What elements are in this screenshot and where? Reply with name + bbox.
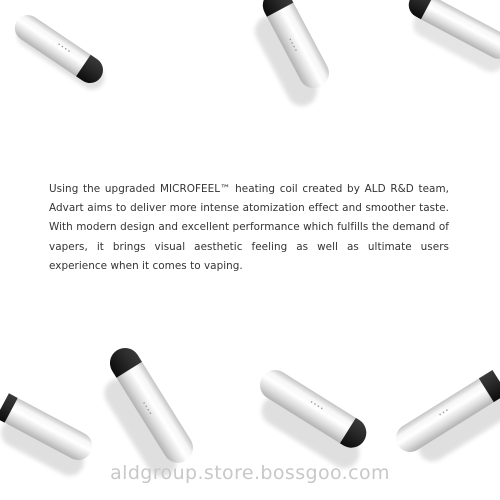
vape-pen-top-left <box>8 10 113 94</box>
site-watermark: aldgroup.store.bossgoo.com <box>110 462 390 484</box>
vape-pen-bottom-center-right <box>243 364 376 473</box>
vape-pen-bottom-right <box>391 368 500 474</box>
vape-pen-top-right <box>397 0 500 77</box>
vape-pen-top-center <box>241 0 339 111</box>
product-description: Using the upgraded MICROFEEL™ heating coil created by ALD R&D team, Advart aims to deliver more intense atomization effect and smoother taste. With modern design and excellent performance which fulfills the demand of vapers, it brings visual aesthetic feeling as well as ultimate users experience when it comes to vaping. <box>49 183 449 272</box>
